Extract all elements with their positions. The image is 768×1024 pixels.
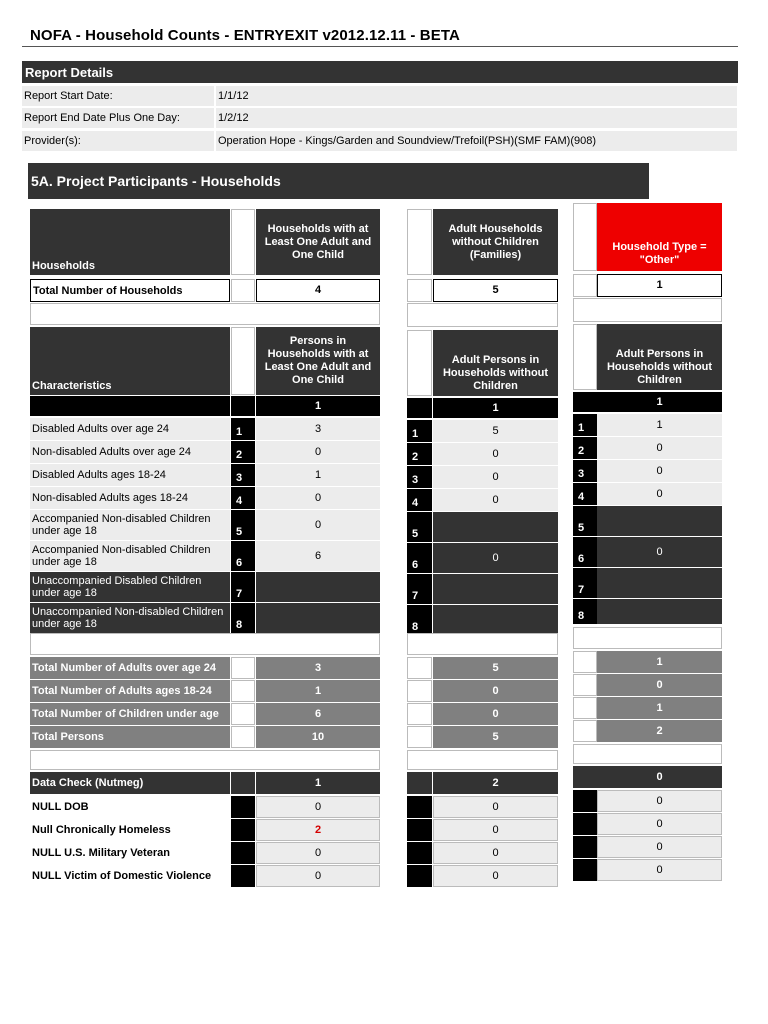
index-row-blank — [407, 398, 432, 418]
col3-characteristics-header: Adult Persons in Households without Children — [597, 324, 722, 390]
col3-value: 0 — [597, 537, 722, 567]
spacer-row — [30, 750, 380, 770]
col2-characteristics-header: Adult Persons in Households without Children — [433, 330, 558, 396]
row-number: 8 — [573, 599, 597, 624]
spacer-cell — [407, 680, 432, 702]
characteristic-label: Accompanied Non-disabled Children under age 18 — [30, 541, 230, 571]
col1-total-households: 4 — [256, 279, 380, 302]
characteristic-label: Non-disabled Adults ages 18-24 — [30, 487, 230, 509]
col2-households-header: Adult Households without Children (Families) — [433, 209, 558, 275]
row-number: 8 — [407, 605, 432, 635]
black-marker — [573, 836, 597, 858]
col2-data-check: 2 — [433, 772, 558, 794]
col3-value: 0 — [597, 483, 722, 505]
col2-total: 0 — [433, 703, 558, 725]
col1-check-value: 2 — [256, 819, 380, 841]
index-row-blank — [573, 392, 597, 412]
col2-value: 0 — [433, 543, 558, 573]
spacer-row — [573, 298, 722, 322]
col1-total: 6 — [256, 703, 380, 725]
col2-value: 0 — [433, 443, 558, 465]
spacer-cell — [231, 703, 255, 725]
characteristic-label: Accompanied Non-disabled Children under age 18 — [30, 510, 230, 540]
row-number: 5 — [407, 512, 432, 542]
col1-characteristics-header: Persons in Households with at Least One Adult and One Child — [256, 327, 380, 395]
col1-check-value: 0 — [256, 796, 380, 818]
spacer-row — [573, 627, 722, 649]
row-number: 3 — [231, 464, 255, 486]
row-number: 4 — [231, 487, 255, 509]
col1-value: 6 — [256, 541, 380, 571]
spacer-cell — [573, 651, 597, 673]
provider-label: Provider(s): — [22, 131, 214, 151]
row-number: 2 — [573, 437, 597, 459]
black-marker — [407, 796, 432, 818]
spacer-cell — [573, 274, 597, 297]
col1-total: 3 — [256, 657, 380, 679]
row-number: 5 — [573, 506, 597, 536]
row-number: 5 — [231, 510, 255, 540]
col3-check-value: 0 — [597, 790, 722, 812]
col1-total: 1 — [256, 680, 380, 702]
spacer-cell — [407, 209, 432, 275]
spacer-cell — [231, 657, 255, 679]
report-end-label: Report End Date Plus One Day: — [22, 108, 214, 128]
total-label: Total Number of Adults ages 18-24 — [30, 680, 230, 702]
col2-total: 5 — [433, 726, 558, 748]
spacer-cell — [407, 330, 432, 396]
col1-check-value: 0 — [256, 865, 380, 887]
black-marker — [407, 819, 432, 841]
row-number: 6 — [231, 541, 255, 571]
spacer-row — [573, 744, 722, 764]
provider-value: Operation Hope - Kings/Garden and Soundview/Trefoil(PSH)(SMF FAM)(908) — [216, 131, 737, 151]
black-marker — [231, 865, 255, 887]
col3-index: 1 — [597, 392, 722, 412]
col2-value: 0 — [433, 466, 558, 488]
col3-value: 1 — [597, 414, 722, 436]
data-check-row-label: NULL Victim of Domestic Violence — [30, 865, 230, 887]
col1-value: 0 — [256, 510, 380, 540]
spacer-row — [407, 303, 558, 327]
col3-check-value: 0 — [597, 859, 722, 881]
black-marker — [231, 819, 255, 841]
row-number: 2 — [407, 443, 432, 465]
characteristic-label: Unaccompanied Disabled Children under age 18 — [30, 572, 230, 602]
black-marker — [573, 859, 597, 881]
total-label: Total Number of Children under age — [30, 703, 230, 725]
row-number: 8 — [231, 603, 255, 633]
col2-value — [433, 605, 558, 635]
col2-total: 5 — [433, 657, 558, 679]
col1-check-value: 0 — [256, 842, 380, 864]
data-check-label: Data Check (Nutmeg) — [30, 772, 230, 794]
col1-value: 0 — [256, 441, 380, 463]
characteristic-label: Disabled Adults over age 24 — [30, 418, 230, 440]
col2-value: 5 — [433, 420, 558, 442]
col2-check-value: 0 — [433, 819, 558, 841]
black-marker — [407, 842, 432, 864]
col2-check-value: 0 — [433, 796, 558, 818]
col3-value — [597, 568, 722, 598]
spacer-cell — [231, 209, 255, 275]
col3-households-header: Household Type = "Other" — [597, 203, 722, 271]
index-row-blank — [30, 396, 230, 416]
spacer-row — [407, 633, 558, 655]
black-marker — [573, 813, 597, 835]
report-start-label: Report Start Date: — [22, 86, 214, 106]
col1-value: 1 — [256, 464, 380, 486]
row-number: 7 — [573, 568, 597, 598]
row-number: 7 — [407, 574, 432, 604]
index-row-blank — [231, 396, 255, 416]
households-header: Households — [30, 209, 230, 275]
row-number: 4 — [407, 489, 432, 511]
report-end-value: 1/2/12 — [216, 108, 737, 128]
characteristic-label: Unaccompanied Non-disabled Children under age 18 — [30, 603, 230, 633]
data-check-row-label: NULL U.S. Military Veteran — [30, 842, 230, 864]
col3-value — [597, 599, 722, 624]
report-details-header: Report Details — [22, 61, 738, 83]
col1-households-header: Households with at Least One Adult and One Child — [256, 209, 380, 275]
row-number: 6 — [407, 543, 432, 573]
col2-index: 1 — [433, 398, 558, 418]
col1-value: 0 — [256, 487, 380, 509]
col3-total: 2 — [597, 720, 722, 742]
col2-total-households: 5 — [433, 279, 558, 302]
total-households-label: Total Number of Households — [30, 279, 230, 302]
characteristic-label: Disabled Adults ages 18-24 — [30, 464, 230, 486]
spacer-cell — [573, 697, 597, 719]
col3-value — [597, 506, 722, 536]
black-marker — [231, 796, 255, 818]
spacer-cell — [573, 324, 597, 390]
spacer-cell — [407, 279, 432, 302]
col3-total-households: 1 — [597, 274, 722, 297]
col3-total: 0 — [597, 674, 722, 696]
row-number: 1 — [231, 418, 255, 440]
row-number: 3 — [573, 460, 597, 482]
col3-data-check: 0 — [597, 766, 722, 788]
col2-value — [433, 574, 558, 604]
data-check-spacer — [407, 772, 432, 794]
black-marker — [407, 865, 432, 887]
report-start-value: 1/1/12 — [216, 86, 737, 106]
characteristics-header: Characteristics — [30, 327, 230, 395]
col1-data-check: 1 — [256, 772, 380, 794]
col3-check-value: 0 — [597, 836, 722, 858]
data-check-row-label: NULL DOB — [30, 796, 230, 818]
characteristic-label: Non-disabled Adults over age 24 — [30, 441, 230, 463]
spacer-cell — [231, 327, 255, 395]
spacer-cell — [573, 674, 597, 696]
spacer-cell — [407, 726, 432, 748]
col3-value: 0 — [597, 460, 722, 482]
total-label: Total Persons — [30, 726, 230, 748]
spacer-row — [30, 633, 380, 655]
spacer-row — [30, 303, 380, 325]
black-marker — [231, 842, 255, 864]
report-title: NOFA - Household Counts - ENTRYEXIT v2012.12.11 - BETA — [30, 27, 460, 44]
data-check-spacer — [231, 772, 255, 794]
col1-value — [256, 572, 380, 602]
col1-value: 3 — [256, 418, 380, 440]
col2-check-value: 0 — [433, 865, 558, 887]
title-divider — [22, 46, 738, 47]
spacer-cell — [407, 657, 432, 679]
spacer-cell — [407, 703, 432, 725]
spacer-cell — [231, 726, 255, 748]
data-check-row-label: Null Chronically Homeless — [30, 819, 230, 841]
row-number: 1 — [573, 414, 597, 436]
spacer-cell — [573, 720, 597, 742]
col3-total: 1 — [597, 697, 722, 719]
spacer-row — [407, 750, 558, 770]
row-number: 6 — [573, 537, 597, 567]
row-number: 4 — [573, 483, 597, 505]
row-number: 2 — [231, 441, 255, 463]
col3-check-value: 0 — [597, 813, 722, 835]
section-title: 5A. Project Participants - Households — [28, 163, 649, 199]
data-check-spacer — [573, 766, 597, 788]
spacer-cell — [231, 680, 255, 702]
row-number: 3 — [407, 466, 432, 488]
total-label: Total Number of Adults over age 24 — [30, 657, 230, 679]
spacer-cell — [231, 279, 255, 302]
col1-total: 10 — [256, 726, 380, 748]
row-number: 1 — [407, 420, 432, 442]
spacer-cell — [573, 203, 597, 271]
row-number: 7 — [231, 572, 255, 602]
col2-value: 0 — [433, 489, 558, 511]
col1-index: 1 — [256, 396, 380, 416]
col1-value — [256, 603, 380, 633]
col2-value — [433, 512, 558, 542]
col2-total: 0 — [433, 680, 558, 702]
col2-check-value: 0 — [433, 842, 558, 864]
black-marker — [573, 790, 597, 812]
col3-value: 0 — [597, 437, 722, 459]
col3-total: 1 — [597, 651, 722, 673]
